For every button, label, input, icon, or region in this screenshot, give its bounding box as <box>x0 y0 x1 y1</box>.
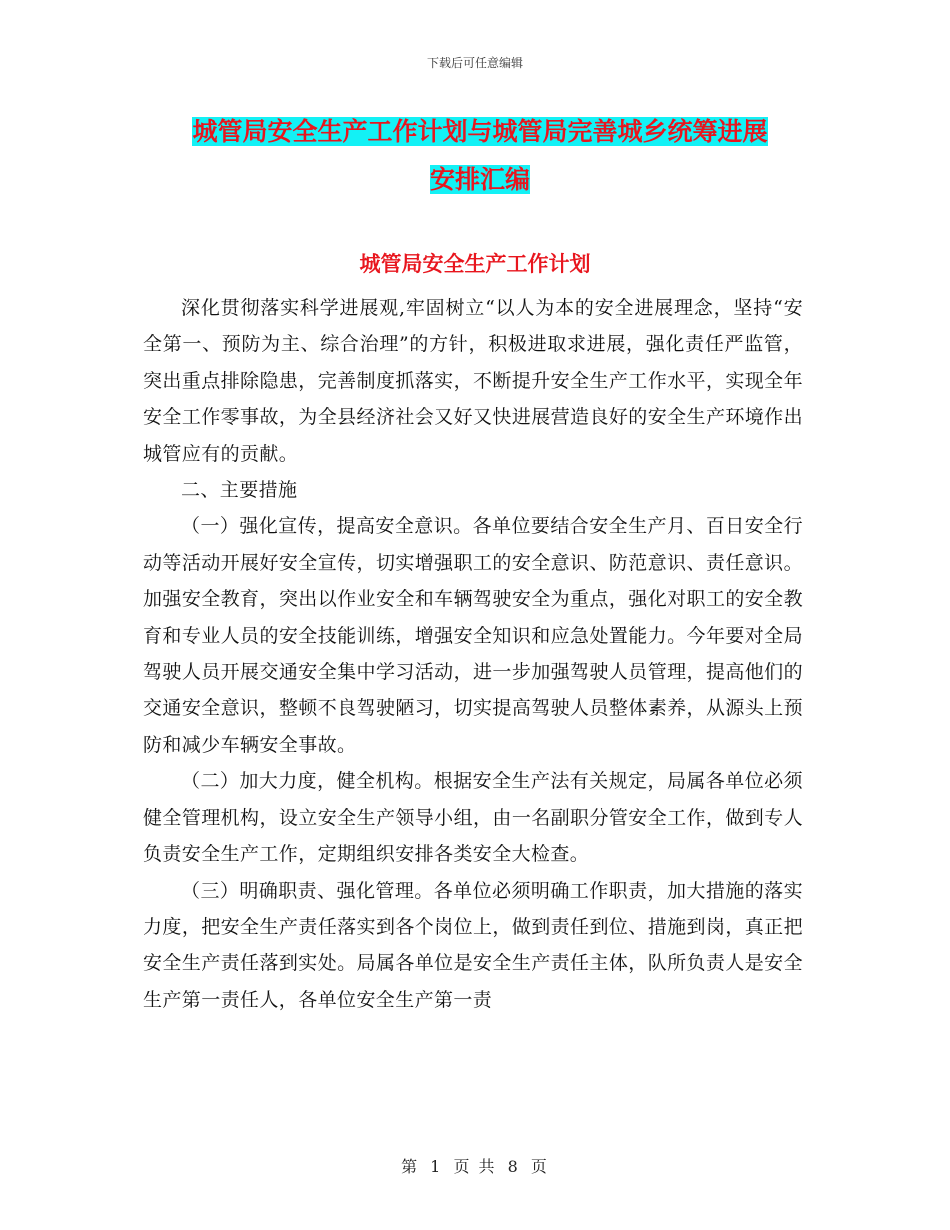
paragraph-measure-1: （一）强化宣传，提高安全意识。各单位要结合安全生产月、百日安全行动等活动开展好安全宣传，切实增强职工的安全意识、防范意识、责任意识。加强安全教育，突出以作业安全和车辆驾驶安全为重点，强化对职工的安全教育和专业人员的安全技能训练，增强安全知识和应急处置能力。今年要对全局驾驶人员开展交通安全集中学习活动，进一步加强驾驶人员管理，提高他们的交通安全意识，整顿不良驾驶陋习，切实提高驾驶人员整体素养，从源头上预防和减少车辆安全事故。 <box>143 515 803 756</box>
section-title: 城管局安全生产工作计划 <box>359 252 591 276</box>
document-body <box>143 290 803 1018</box>
paragraph-measure-2: （二）加大力度，健全机构。根据安全生产法有关规定，局属各单位必须健全管理机构，设立安全生产领导小组，由一名副职分管安全工作，做到专人负责安全生产工作，定期组织安排各类安全大检查。 <box>143 770 803 866</box>
footer-middle: 页 共 <box>453 1157 497 1176</box>
paragraph-measure-3: （三）明确职责、强化管理。各单位必须明确工作职责，加大措施的落实力度，把安全生产责任落实到各个岗位上，做到责任到位、措施到岗，真正把安全生产责任落到实处。局属各单位是安全生产责任主体，队所负责人是安全生产第一责任人，各单位安全生产第一责 <box>143 879 803 1011</box>
paragraph-intro: 深化贯彻落实科学进展观,牢固树立“以人为本的安全进展理念，坚持“安全第一、预防为主、综合治理”的方针，积极进取求进展，强化责任严监管，突出重点排除隐患，完善制度抓落实，不断提升安全生产工作水平，实现全年安全工作零事故，为全县经济社会又好又快进展营造良好的安全生产环境作出城管应有的贡献。 <box>143 297 803 465</box>
header-note: 下载后可任意编辑 <box>426 56 523 70</box>
page-total: 8 <box>507 1157 520 1176</box>
paragraph-heading-measures: 二、主要措施 <box>181 479 298 502</box>
document-title-line-2: 安排汇编 <box>429 165 530 194</box>
document-title <box>145 108 815 204</box>
page-footer <box>0 1154 950 1177</box>
document-title-line-1: 城管局安全生产工作计划与城管局完善城乡统筹进展 <box>192 117 768 146</box>
footer-suffix: 页 <box>530 1157 549 1176</box>
footer-prefix: 第 <box>401 1157 420 1176</box>
page-number: 1 <box>430 1157 443 1176</box>
